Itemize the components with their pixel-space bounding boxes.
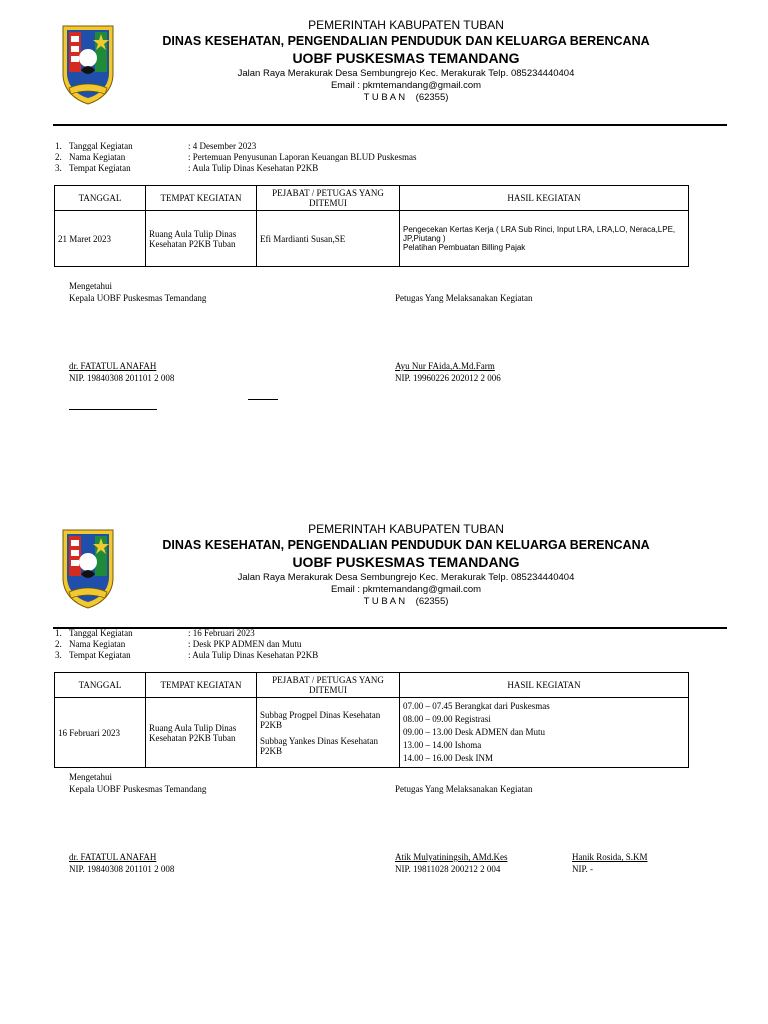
activity-table	[54, 185, 689, 267]
table-row	[55, 698, 689, 768]
activity-info	[55, 141, 655, 177]
info-num: 1.	[55, 141, 62, 151]
info-num: 2.	[55, 639, 62, 649]
info-label: Tempat Kegiatan	[69, 650, 131, 660]
header-government: PEMERINTAH KABUPATEN TUBAN	[308, 18, 504, 32]
sign-right-title: Petugas Yang Melaksanakan Kegiatan	[395, 293, 533, 303]
hasil-item: 08.00 – 09.00 Registrasi	[403, 714, 491, 724]
header-city: T U B A N (62355)	[363, 596, 449, 607]
tuban-emblem-icon	[59, 22, 117, 106]
sign-mengetahui: Mengetahui	[69, 281, 112, 291]
info-label: Tanggal Kegiatan	[69, 141, 133, 151]
sign-left-title: Kepala UOBF Puskesmas Temandang	[69, 784, 207, 794]
table-header-row	[55, 673, 689, 698]
info-label: Nama Kegiatan	[69, 152, 126, 162]
sign-right-nip: NIP. 19960226 202012 2 006	[395, 373, 501, 383]
sign-left-name: dr. FATATUL ANAFAH	[69, 852, 157, 862]
hasil-item: 13.00 – 14.00 Ishoma	[403, 740, 482, 750]
header-address: Jalan Raya Merakurak Desa Sembungrejo Kec. Merakurak Telp. 085234440404	[237, 572, 575, 583]
hasil-item: 14.00 – 16.00 Desk INM	[403, 753, 493, 763]
cell-tanggal: 21 Maret 2023	[55, 211, 146, 267]
info-label: Nama Kegiatan	[69, 639, 126, 649]
info-value: : Pertemuan Penyusunan Laporan Keuangan BLUD Puskesmas	[188, 152, 417, 162]
table-row	[55, 211, 689, 267]
table-header-row	[55, 186, 689, 211]
pejabat-item: Subbag Progpel Dinas Kesehatan P2KB	[260, 709, 381, 730]
cell-pejabat	[257, 698, 400, 768]
header-city: T U B A N (62355)	[363, 92, 449, 103]
header-unit: UOBF PUSKESMAS TEMANDANG	[292, 50, 520, 66]
hasil-item: 07.00 – 07.45 Berangkat dari Puskesmas	[403, 701, 550, 711]
col-header-tempat: TEMPAT KEGIATAN	[146, 186, 257, 211]
sign-left-nip: NIP. 19840308 201101 2 008	[69, 373, 175, 383]
col-header-hasil: HASIL KEGIATAN	[400, 673, 689, 698]
cell-hasil	[400, 698, 689, 768]
header-government: PEMERINTAH KABUPATEN TUBAN	[308, 522, 504, 536]
hasil-item: 09.00 – 13.00 Desk ADMEN dan Mutu	[403, 727, 545, 737]
info-label: Tempat Kegiatan	[69, 163, 131, 173]
header-email: Email : pkmtemandang@gmail.com	[330, 80, 482, 91]
pejabat-item: Subbag Yankes Dinas Kesehatan P2KB	[260, 735, 378, 756]
sign-right-title: Petugas Yang Melaksanakan Kegiatan	[395, 784, 533, 794]
sign-left-name: dr. FATATUL ANAFAH	[69, 361, 157, 371]
header-email: Email : pkmtemandang@gmail.com	[330, 584, 482, 595]
sign-left-nip: NIP. 19840308 201101 2 008	[69, 864, 175, 874]
blank-signature-line	[69, 409, 157, 410]
cell-pejabat: Efi Mardianti Susan,SE	[257, 211, 400, 267]
info-num: 3.	[55, 650, 62, 660]
hasil-item: Pengecekan Kertas Kerja ( LRA Sub Rinci, Input LRA, LRA,LO, Neraca,LPE, JP,Piutang )	[403, 225, 676, 243]
info-value: : Desk PKP ADMEN dan Mutu	[188, 639, 302, 649]
blank-signature-line	[248, 399, 278, 400]
info-value: : 16 Februari 2023	[188, 628, 255, 638]
col-header-hasil: HASIL KEGIATAN	[400, 186, 689, 211]
sign-right-name: Atik Mulyatiningsih, AMd.Kes	[395, 852, 508, 862]
col-header-pejabat: PEJABAT / PETUGAS YANG DITEMUI	[257, 673, 400, 698]
header-address: Jalan Raya Merakurak Desa Sembungrejo Kec. Merakurak Telp. 085234440404	[237, 68, 575, 79]
info-value: : Aula Tulip Dinas Kesehatan P2KB	[188, 650, 319, 660]
col-header-pejabat: PEJABAT / PETUGAS YANG DITEMUI	[257, 186, 400, 211]
activity-info	[55, 628, 655, 664]
sign-right-name: Ayu Nur FAida,A.Md.Farm	[395, 361, 495, 371]
info-value: : Aula Tulip Dinas Kesehatan P2KB	[188, 163, 319, 173]
info-label: Tanggal Kegiatan	[69, 628, 133, 638]
activity-table	[54, 672, 689, 768]
sign-mengetahui: Mengetahui	[69, 772, 112, 782]
cell-hasil	[400, 211, 689, 267]
sign-right-nip: NIP. 19811028 200212 2 004	[395, 864, 501, 874]
col-header-tanggal: TANGGAL	[55, 673, 146, 698]
cell-tempat: Ruang Aula Tulip Dinas Kesehatan P2KB Tuban	[146, 211, 257, 267]
header-agency: DINAS KESEHATAN, PENGENDALIAN PENDUDUK DAN KELUARGA BERENCANA	[162, 34, 650, 48]
sign-third-nip: NIP. -	[572, 864, 594, 874]
sign-left-title: Kepala UOBF Puskesmas Temandang	[69, 293, 207, 303]
info-value: : 4 Desember 2023	[188, 141, 257, 151]
info-num: 3.	[55, 163, 62, 173]
tuban-emblem-icon	[59, 526, 117, 610]
info-num: 2.	[55, 152, 62, 162]
cell-tanggal: 16 Februari 2023	[55, 698, 146, 768]
info-num: 1.	[55, 628, 62, 638]
cell-tempat: Ruang Aula Tulip Dinas Kesehatan P2KB Tuban	[146, 698, 257, 768]
col-header-tempat: TEMPAT KEGIATAN	[146, 673, 257, 698]
header-divider	[53, 124, 727, 126]
sign-third-name: Hanik Rosida, S.KM	[572, 852, 648, 862]
hasil-item: Pelatihan Pembuatan Billing Pajak	[403, 243, 526, 252]
header-agency: DINAS KESEHATAN, PENGENDALIAN PENDUDUK DAN KELUARGA BERENCANA	[162, 538, 650, 552]
col-header-tanggal: TANGGAL	[55, 186, 146, 211]
header-unit: UOBF PUSKESMAS TEMANDANG	[292, 554, 520, 570]
